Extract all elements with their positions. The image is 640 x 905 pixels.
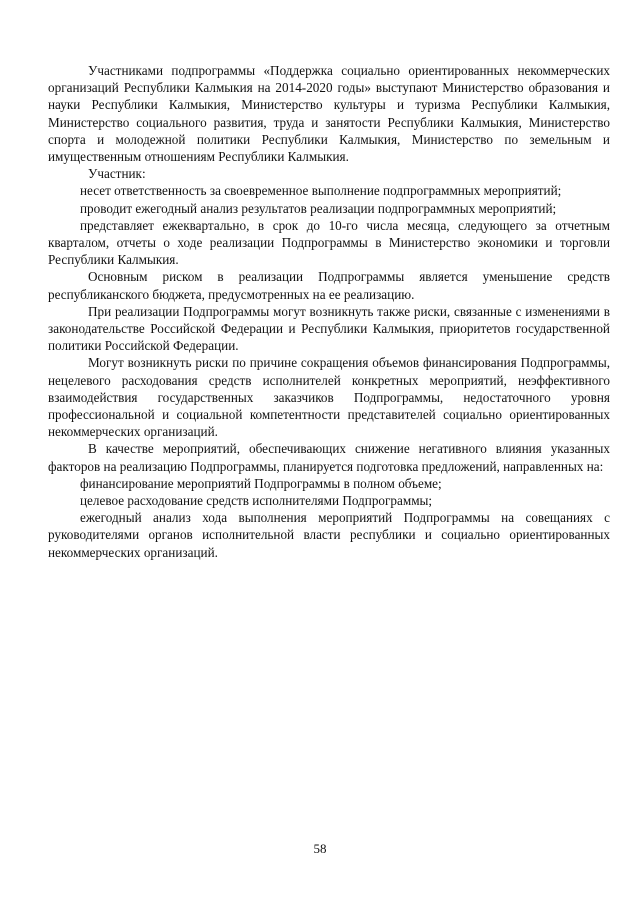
- paragraph-responsibility: несет ответственность за своевременное выполнение подпрограммных мероприятий;: [80, 183, 562, 199]
- paragraph-main-risk: Основным риском в реализации Подпрограммы является уменьшение средств республиканского бюджета, предусмотренных на ее реализацию.: [48, 269, 610, 302]
- paragraph-annual-analysis: проводит ежегодный анализ результатов реализации подпрограммных мероприятий;: [80, 200, 557, 216]
- page-number: 58: [313, 841, 327, 856]
- paragraph-funding-risks: Могут возникнуть риски по причине сокращения объемов финансирования Подпрограммы, нецелевого расходования средств исполнителей конкретных мероприятий, неэффективного взаимодействия государственных заказчиков Подпрограммы, недостаточного уровня профессиональной и социальной компетентности представителей социально ориентированных некоммерческих организаций.: [48, 355, 610, 440]
- paragraph-full-funding: финансирование мероприятий Подпрограммы в полном объеме;: [80, 475, 442, 491]
- paragraph-mitigation-measures: В качестве мероприятий, обеспечивающих снижение негативного влияния указанных факторов на реализацию Подпрограммы, планируется подготовка предложений, направленных на:: [48, 441, 610, 474]
- paragraph-participant-heading: Участник:: [88, 166, 146, 182]
- paragraph-annual-meetings: ежегодный анализ хода выполнения мероприятий Подпрограммы на совещаниях с руководителями органов исполнительной власти республики и социально ориентированных некоммерческих организаций.: [48, 510, 610, 560]
- paragraph-legislation-risks: При реализации Подпрограммы могут возникнуть также риски, связанные с изменениями в законодательстве Российской Федерации и Республики Калмыкия, приоритетов государственной политики Российской Федерации.: [48, 303, 610, 354]
- paragraph-quarterly-reports: представляет ежеквартально, в срок до 10-го числа месяца, следующего за отчетным кварталом, отчеты о ходе реализации Подпрограммы в Министерство экономики и торговли Республики Калмыкия.: [48, 217, 610, 268]
- document-body: [48, 62, 610, 561]
- paragraph-targeted-spending: целевое расходование средств исполнителями Подпрограммы;: [80, 493, 433, 509]
- paragraph-participants: Участниками подпрограммы «Поддержка социально ориентированных некоммерческих организаций Республики Калмыкия на 2014-2020 годы» выступают Министерство образования и науки Республики Калмыкия, Министерство культуры и туризма Республики Калмыкия, Министерство социального развития, труда и занятости Республики Калмыкия, Министерство спорта и молодежной политики Республики Калмыкия, Министерство по земельным и имущественным отношениям Республики Калмыкия.: [48, 63, 610, 165]
